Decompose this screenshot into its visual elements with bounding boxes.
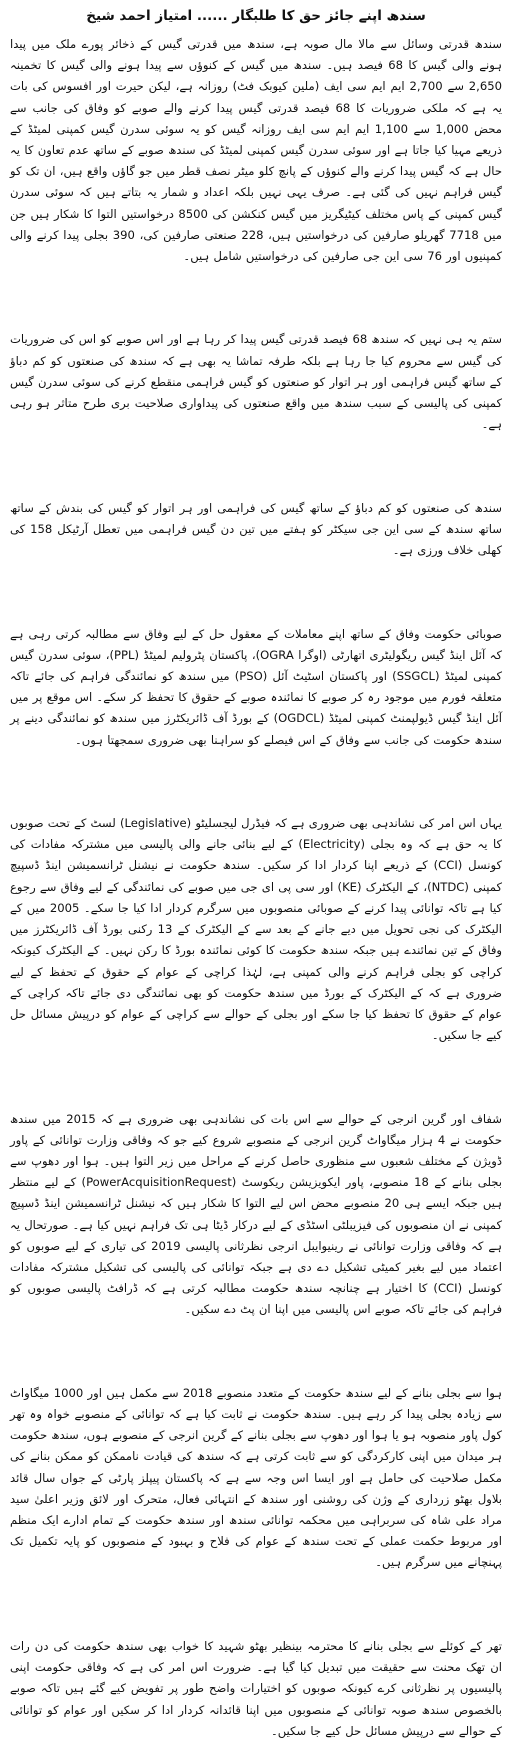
article-headline — [10, 4, 502, 28]
paragraph-thar-coal: تھر کے کوئلے سے بجلی بنانے کا محترمہ بینظیر بھٹو شہید کا خواب بھی سندھ حکومت کی دن رات ان تھک محنت سے حقیقت میں تبدیل کیا گیا ہے۔ ضرورت اس امر کی ہے کہ وفاقی حکومت اپنی پالیسیوں پر نظرثانی کرے کیونکہ صوبوں کو اختیارات واضح طور پر تفویض کیے گئے ہیں تاکہ صوبے بالخصوص سندھ صوبہ توانائی کے منصوبوں میں اپنا قائدانہ کردار ادا کر سکیں اور عوام کو توانائی کے حوالے سے درپیش مسائل حل کیے جا سکیں۔ — [10, 1638, 502, 1738]
title-separator: ...... — [196, 8, 228, 24]
paragraph-article-158: سندھ کی صنعتوں کو کم دباؤ کے ساتھ گیس کی فراہمی اور ہر اتوار کو گیس کی بندش کے ساتھ ساتھ سندھ کے سی این جی سیکٹر کو ہفتے میں تین دن گیس فراہمی میں تعطل آرٹیکل 158 کی کھلی خلاف ورزی ہے۔ — [10, 500, 502, 558]
paragraph-representation-demand: صوبائی حکومت وفاق کے ساتھ اپنے معاملات کے معقول حل کے لیے وفاق سے مطالبہ کرتی رہی ہے کہ آئل اینڈ گیس ریگولیٹری اتھارٹی (اوگرا OGRA)، پاکستان پٹرولیم لمیٹڈ (PPL)، سوئی سدرن گیس کمپنی لمیٹڈ (SSGCL) اور پاکستان اسٹیٹ آئل (PSO) میں سندھ کو نمائندگی فراہم کی جائے تاکہ متعلقہ فورم میں موجود رہ کر صوبے کا نمائندہ صوبے کے حقوق کا تحفظ کر سکے۔ اس موقع پر میں آئل اینڈ گیس ڈیولپمنٹ کمپنی لمیٹڈ (OGDCL) کے بورڈ آف ڈائریکٹرز میں سندھ کو نمائندگی دینے پر سندھ حکومت کی جانب سے وفاق کے اس فیصلے کو سراہنا بھی ضروری سمجھتا ہوں۔ — [10, 626, 502, 747]
paragraph-green-energy: شفاف اور گرین انرجی کے حوالے سے اس بات کی نشاندہی بھی ضروری ہے کہ 2015 میں سندھ حکومت نے 4 ہزار میگاواٹ گرین انرجی کے منصوبے شروع کیے جو کہ وفاقی وزارت توانائی کے پاور ڈویژن کے مختلف شعبوں سے منظوری حاصل کرنے کے مراحل میں زیر التوا ہیں۔ ہوا اور دھوپ سے بجلی بنانے کے 18 منصوبے، پاور ایکویزیشن ریکوسٹ (PowerAcquisitionRequest) کے لیے منتظر ہیں جبکہ ایسے ہی 20 منصوبے محض اس لیے التوا کا شکار ہیں کہ نیشنل ٹرانسمیشن اینڈ ڈسپیچ کمپنی نے ان منصوبوں کی فیزیبلٹی اسٹڈی کے لیے درکار ڈیٹا ہی تک فراہم نہیں کیا ہے۔ صورتحال یہ ہے کہ وفاقی وزارت توانائی نے رینیوایبل انرجی نظرثانی پالیسی 2019 کی تیاری کے لیے صوبوں کو اعتماد میں لیے بغیر کمیٹی تشکیل دے دی ہے جبکہ توانائی کی پالیسی کی تشکیل مشترکہ مفادات کونسل (CCI) کا اختیار ہے چنانچہ سندھ حکومت مطالبہ کرتی ہے کہ ڈرافٹ پالیسی صوبوں کو فراہم کی جائے تاکہ صوبے اس پالیسی میں اپنا ان پٹ دے سکیں۔ — [10, 1111, 502, 1317]
paragraph-electricity-policy: یہاں اس امر کی نشاندہی بھی ضروری ہے کہ فیڈرل لیجسلیٹو (Legislative) لسٹ کے تحت صوبوں کا یہ حق ہے کہ وہ بجلی (Electricity) کے لیے بنائی جانے والی پالیسی میں مشترکہ مفادات کی کونسل (CCI) کے ذریعے اپنا کردار ادا کر سکیں۔ سندھ حکومت نے نیشنل ٹرانسمیشن اینڈ ڈسپیچ کمپنی (NTDC)، کے الیکٹرک (KE) اور سی پی ای جی میں صوبے کی نمائندگی کے لیے وفاق سے رجوع کیا ہے تاکہ توانائی پیدا کرنے کے صوبائی منصوبوں میں سرگرم کردار ادا کیا جا سکے۔ 2005 میں کے الیکٹرک کی نجی تحویل میں دیے جانے کے بعد سے کے الیکٹرک کے 13 رکنی بورڈ آف ڈائریکٹرز میں وفاق کے تین نمائندے ہیں جبکہ سندھ حکومت کا کوئی نمائندہ بورڈ کا رکن نہیں۔ کے الیکٹرک کیونکہ کراچی کو بجلی فراہم کرنے والی کمپنی ہے، لہٰذا کراچی کے عوام کے حقوق کے تحفظ کے لیے ضروری ہے کہ کے الیکٹرک کے بورڈ میں سندھ حکومت کو بھی نمائندگی دی جائے تاکہ کراچی کے عوام کے حقوق کا تحفظ کیا جا سکے اور بجلی کے حوالے سے کراچی کے عوام کو درپیش مسائل حل کیے جا سکیں۔ — [10, 816, 503, 1043]
article-title: سندھ اپنے جائز حق کا طلبگار — [232, 8, 426, 24]
paragraph-gas-reserves: سندھ قدرتی وسائل سے مالا مال صوبہ ہے، سندھ میں قدرتی گیس کے ذخائر پورے ملک میں پیدا ہونے والی گیس کا 68 فیصد ہیں۔ سندھ میں گیس کے کنوؤں سے پیدا ہونے والی گیس کا تخمینہ 2,650 سے 2,700 ایم ایم سی ایف (ملین کیوبک فٹ) روزانہ ہے، لیکن حیرت اور افسوس کی بات یہ ہے کہ ملکی ضروریات کا 68 فیصد قدرتی گیس پیدا کرنے والے صوبے کو وفاق کی جانب سے محض 1,000 سے 1,100 ایم ایم سی ایف روزانہ گیس کو یہ سوئی سدرن گیس کمپنی لمیٹڈ کے ذریعے مہیا کیا جاتا ہے اور سوئی سدرن گیس کمپنی لمیٹڈ کی سندھ صوبے کے ساتھ عدم تعاون کا یہ حال ہے کہ گیس پیدا کرنے والے کنوؤں کے پانچ کلو میٹر نصف قطر میں جو گاؤں واقع ہیں، ان تک کو گیس فراہم نہیں کی گئی ہے۔ صرف یہی نہیں بلکہ اعداد و شمار یہ بتاتے ہیں کہ سوئی سدرن گیس کمپنی کے پاس مختلف کیٹیگریز میں گیس کنکشن کی 8500 درخواستیں التوا کا شکار ہیں جن میں 7718 گھریلو صارفین کی درخواستیں ہیں، 228 صنعتی صارفین کی، 390 بجلی پیدا کرنے والی کمپنیوں اور 76 سی این جی صارفین کی درخواستیں شامل ہیں۔ — [10, 37, 502, 264]
article-body — [10, 34, 502, 1742]
paragraph-gas-deprivation: ستم یہ ہی نہیں کہ سندھ 68 فیصد قدرتی گیس پیدا کر رہا ہے اور اس صوبے کو اس کی ضروریات کی گیس سے محروم کیا جا رہا ہے بلکہ طرفہ تماشا یہ بھی ہے کہ سندھ کی صنعتوں کو کم دباؤ کے ساتھ گیس فراہمی اور ہر اتوار کو صنعتوں کو گیس فراہمی منقطع کرنے کی سوئی سدرن گیس کمپنی کی پالیسی کے سبب سندھ میں واقع صنعتوں کی پیداواری صلاحیت بری طرح متاثر ہو رہی ہے۔ — [10, 332, 502, 432]
paragraph-wind-power: ہوا سے بجلی بنانے کے لیے سندھ حکومت کے متعدد منصوبے 2018 سے مکمل ہیں اور 1000 میگاواٹ سے زیادہ بجلی پیدا کر رہے ہیں۔ سندھ حکومت نے ثابت کیا ہے کہ توانائی کے منصوبے خواہ وہ تھر کول پاور منصوبہ ہو یا ہوا اور دھوپ سے بجلی بنانے کے گرین انرجی کے منصوبے ہوں، سندھ حکومت ہر میدان میں اپنی کارکردگی کو سے ثابت کرتی ہے کہ سندھ کی قیادت ناممکن کو ممکن بنانے کی مکمل صلاحیت کی حامل ہے اور ایسا اس وجہ سے ہے کہ پاکستان پیپلز پارٹی کے جواں سال قائد بلاول بھٹو زرداری کے وژن کی روشنی اور سندھ کے انتہائی فعال، متحرک اور لائق وزیر اعلیٰ سید مراد علی شاہ کی سربراہی میں محکمہ توانائی سندھ اور سندھ حکومت کے تمام ادارے ایک منظم اور مربوط حکمت عملی کے تحت سندھ کے عوام کی فلاح و بہبود کے منصوبوں کو پایہ تکمیل تک پہنچانے میں سرگرم ہیں۔ — [10, 1385, 502, 1570]
article-author: امتیاز احمد شیخ — [86, 8, 193, 24]
